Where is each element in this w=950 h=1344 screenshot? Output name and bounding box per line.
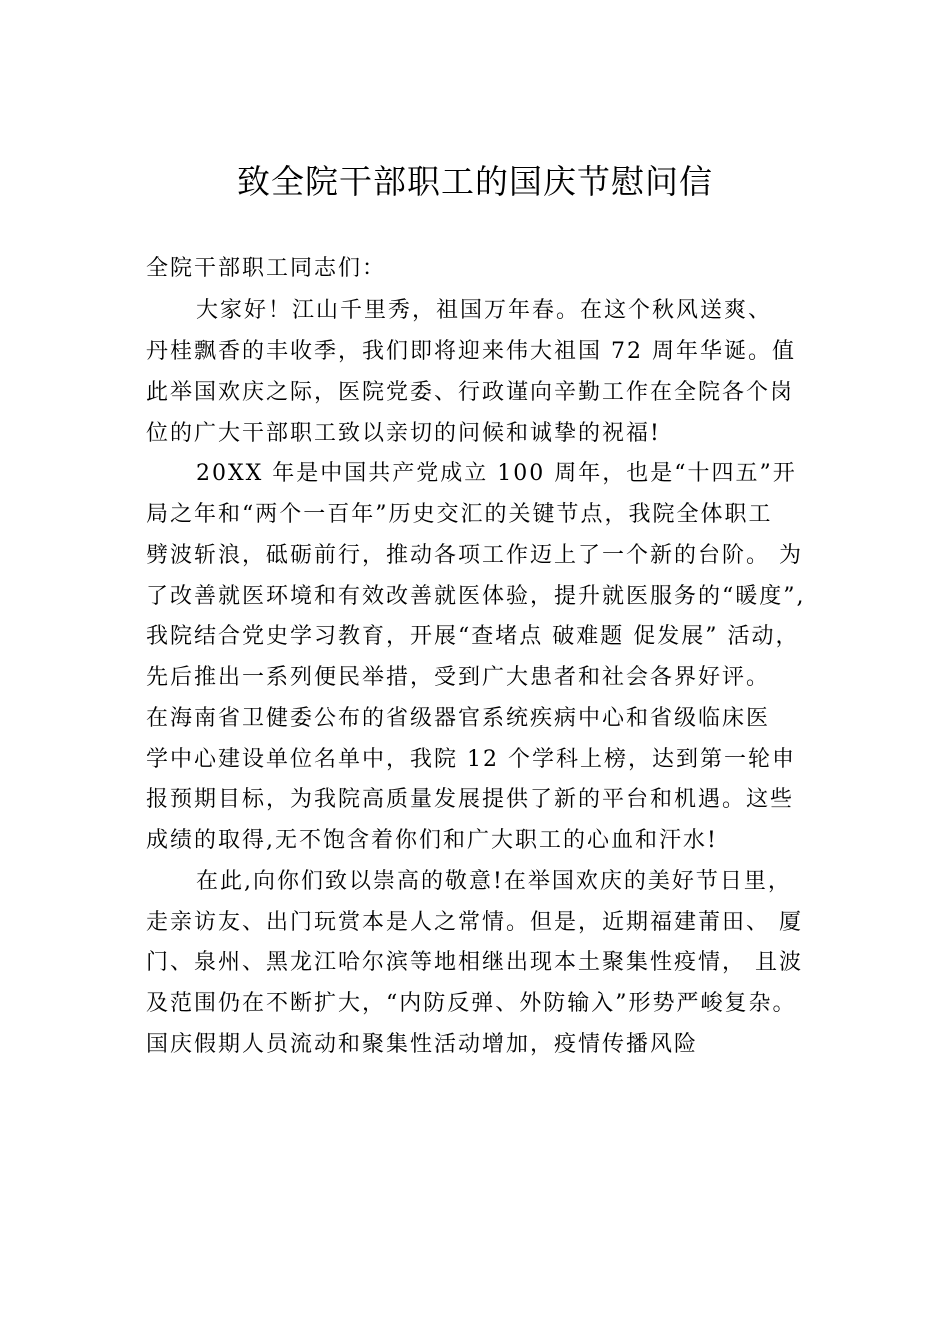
paragraph-line: 走亲访友、出门玩赏本是人之常情。但是，近期福建莆田、 厦 (146, 910, 803, 935)
paragraph-line: 在此,向你们致以崇高的敬意!在举国欢庆的美好节日里， (196, 869, 792, 894)
paragraph-line: 及范围仍在不断扩大，“内防反弹、外防输入”形势严峻复杂。 (146, 991, 797, 1016)
paragraph-line: 先后推出一系列便民举措，受到广大患者和社会各界好评。 (146, 665, 771, 690)
salutation: 全院干部职工同志们： (146, 256, 387, 281)
paragraph-line: 了改善就医环境和有效改善就医体验，提升就医服务的“暖度”, (146, 584, 806, 609)
paragraph-line: 20XX 年是中国共产党成立 100 周年，也是“十四五”开 (196, 461, 797, 486)
paragraph-line: 局之年和“两个一百年”历史交汇的关键节点，我院全体职工 (146, 502, 773, 527)
paragraph-line: 成绩的取得,无不饱含着你们和广大职工的心血和汗水! (146, 828, 718, 853)
paragraph-line: 门、泉州、黑龙江哈尔滨等地相继出现本土聚集性疫情， 且波 (146, 950, 803, 975)
paragraph-line: 在海南省卫健委公布的省级器官系统疾病中心和省级临床医 (146, 706, 771, 731)
paragraph-line: 国庆假期人员流动和聚集性活动增加，疫情传播风险 (146, 1032, 699, 1057)
paragraph-line: 我院结合党史学习教育，开展“查堵点 破难题 促发展” 活动， (146, 624, 800, 649)
paragraph-line: 学中心建设单位名单中，我院 12 个学科上榜，达到第一轮申 (146, 747, 796, 772)
paragraph-line: 此举国欢庆之际，医院党委、行政谨向辛勤工作在全院各个岗 (146, 380, 795, 405)
paragraph-line: 报预期目标，为我院高质量发展提供了新的平台和机遇。这些 (146, 787, 795, 812)
page-title: 致全院干部职工的国庆节慰问信 (237, 162, 713, 201)
paragraph-line: 位的广大干部职工致以亲切的问候和诚挚的祝福! (146, 421, 661, 446)
paragraph-line: 丹桂飘香的丰收季，我们即将迎来伟大祖国 72 周年华诞。值 (146, 339, 796, 364)
paragraph-line: 劈波斩浪，砥砺前行，推动各项工作迈上了一个新的台阶。 为 (146, 543, 803, 568)
paragraph-line: 大家好！江山千里秀，祖国万年春。在这个秋风送爽、 (196, 298, 773, 323)
